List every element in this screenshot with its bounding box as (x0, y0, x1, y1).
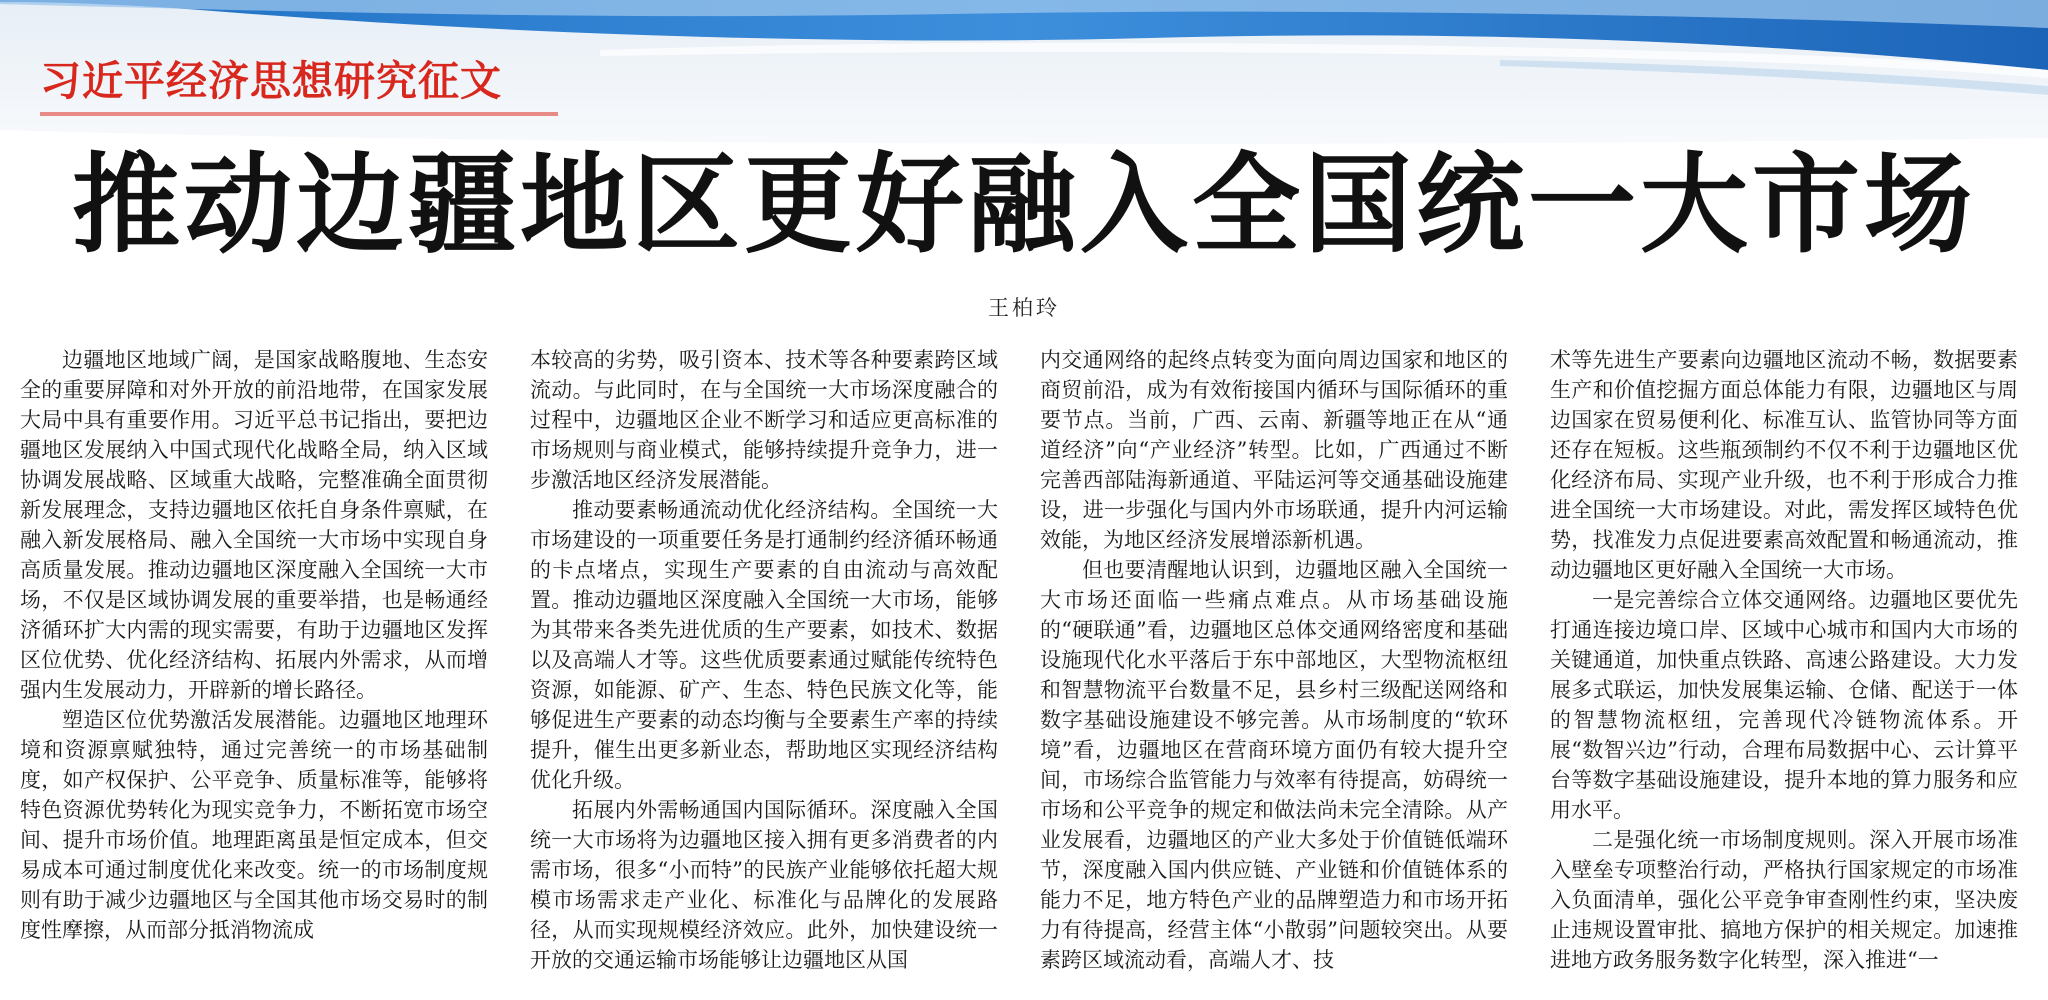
article-column-4 (1550, 345, 2018, 985)
article-column-3 (1040, 345, 1508, 985)
headline: 推动边疆地区更好融入全国统一大市场 (71, 142, 1976, 268)
section-tag (40, 50, 558, 116)
section-tag-text: 习近平经济思想研究征文 (40, 57, 502, 105)
paragraph: 塑造区位优势激活发展潜能。边疆地区地理环境和资源禀赋独特，通过完善统一的市场基础制度，如产权保护、公平竞争、质量标准等，能够将特色资源优势转化为现实竞争力，不断拓宽市场空间、提升市场价值。地理距离虽是恒定成本，但交易成本可通过制度优化来改变。统一的市场制度规则有助于减少边疆地区与全国其他市场交易时的制度性摩擦，从而部分抵消物流成 (20, 708, 488, 942)
author-byline: 王柏玲 (988, 296, 1060, 320)
paragraph: 推动要素畅通流动优化经济结构。全国统一大市场建设的一项重要任务是打通制约经济循环畅通的卡点堵点，实现生产要素的自由流动与高效配置。推动边疆地区深度融入全国统一大市场，能够为其带来各类先进优质的生产要素，如技术、数据以及高端人才等。这些优质要素通过赋能传统特色资源，如能源、矿产、生态、特色民族文化等，能够促进生产要素的动态均衡与全要素生产率的持续提升，催生出更多新业态，帮助地区实现经济结构优化升级。 (530, 498, 998, 792)
paragraph: 边疆地区地域广阔，是国家战略腹地、生态安全的重要屏障和对外开放的前沿地带，在国家发展大局中具有重要作用。习近平总书记指出，要把边疆地区发展纳入中国式现代化战略全局，纳入区域协调发展战略、区域重大战略，完整准确全面贯彻新发展理念，支持边疆地区依托自身条件禀赋，在融入新发展格局、融入全国统一大市场中实现自身高质量发展。推动边疆地区深度融入全国统一大市场，不仅是区域协调发展的重要举措，也是畅通经济循环扩大内需的现实需要，有助于边疆地区发挥区位优势、优化经济结构、拓展内外需求，从而增强内生发展动力，开辟新的增长路径。 (20, 348, 488, 702)
paragraph-continued: 术等先进生产要素向边疆地区流动不畅，数据要素生产和价值挖掘方面总体能力有限，边疆地区与周边国家在贸易便利化、标准互认、监管协同等方面还存在短板。这些瓶颈制约不仅不利于边疆地区优化经济布局、实现产业升级，也不利于形成合力推进全国统一大市场建设。对此，需发挥区域特色优势，找准发力点促进要素高效配置和畅通流动，推动边疆地区更好融入全国统一大市场。 (1550, 348, 2018, 582)
paragraph: 二是强化统一市场制度规则。深入开展市场准入壁垒专项整治行动，严格执行国家规定的市场准入负面清单，强化公平竞争审查刚性约束，坚决废止违规设置审批、搞地方保护的相关规定。加速推进地方政务服务数字化转型，深入推进“一 (1550, 828, 2018, 972)
article-body (20, 345, 2030, 985)
paragraph: 一是完善综合立体交通网络。边疆地区要优先打通连接边境口岸、区域中心城市和国内大市场的关键通道，加快重点铁路、高速公路建设。大力发展多式联运，加快发展集运输、仓储、配送于一体的智慧物流枢纽，完善现代冷链物流体系。开展“数智兴边”行动，合理布局数据中心、云计算平台等数字基础设施建设，提升本地的算力服务和应用水平。 (1550, 588, 2018, 822)
paragraph: 但也要清醒地认识到，边疆地区融入全国统一大市场还面临一些痛点难点。从市场基础设施的“硬联通”看，边疆地区总体交通网络密度和基础设施现代化水平落后于东中部地区，大型物流枢纽和智慧物流平台数量不足，县乡村三级配送网络和数字基础设施建设不够完善。从市场制度的“软环境”看，边疆地区在营商环境方面仍有较大提升空间，市场综合监管能力与效率有待提高，妨碍统一市场和公平竞争的规定和做法尚未完全清除。从产业发展看，边疆地区的产业大多处于价值链低端环节，深度融入国内供应链、产业链和价值链体系的能力不足，地方特色产业的品牌塑造力和市场开拓力有待提高，经营主体“小散弱”问题较突出。从要素跨区域流动看，高端人才、技 (1040, 558, 1508, 972)
paragraph-continued: 内交通网络的起终点转变为面向周边国家和地区的商贸前沿，成为有效衔接国内循环与国际循环的重要节点。当前，广西、云南、新疆等地正在从“通道经济”向“产业经济”转型。比如，广西通过不断完善西部陆海新通道、平陆运河等交通基础设施建设，进一步强化与国内外市场联通，提升内河运输效能，为地区经济发展增添新机遇。 (1040, 348, 1508, 552)
paragraph-continued: 本较高的劣势，吸引资本、技术等各种要素跨区域流动。与此同时，在与全国统一大市场深度融合的过程中，边疆地区企业不断学习和适应更高标准的市场规则与商业模式，能够持续提升竞争力，进一步激活地区经济发展潜能。 (530, 348, 998, 492)
article-column-1 (20, 345, 488, 985)
paragraph: 拓展内外需畅通国内国际循环。深度融入全国统一大市场将为边疆地区接入拥有更多消费者的内需市场，很多“小而特”的民族产业能够依托超大规模市场需求走产业化、标准化与品牌化的发展路径，从而实现规模经济效应。此外，加快建设统一开放的交通运输市场能够让边疆地区从国 (530, 798, 998, 972)
article-column-2 (530, 345, 998, 985)
